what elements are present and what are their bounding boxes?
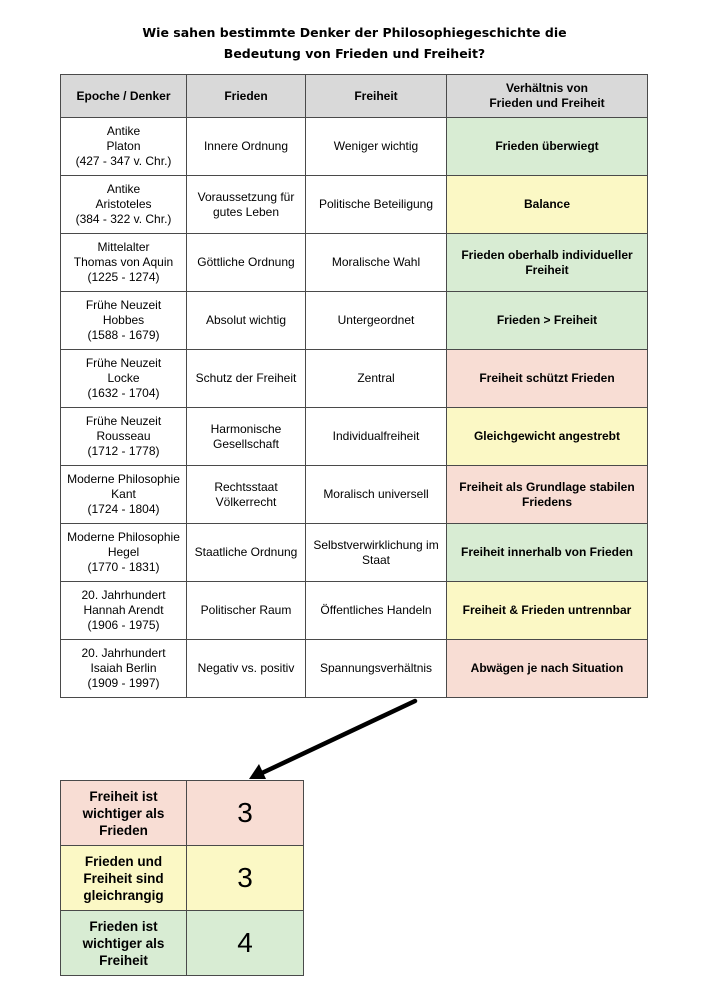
relation-line: Abwägen je nach Situation: [470, 661, 624, 675]
thinker-epoch: Moderne Philosophie: [67, 472, 180, 486]
thinker-name: Platon: [106, 139, 141, 153]
thinker-epoch: Antike: [106, 182, 141, 196]
relation-line: Freiheit innerhalb von Frieden: [460, 545, 634, 559]
summary-row: [61, 911, 304, 976]
thinker-name: Hegel: [107, 545, 140, 559]
title-line-2: Bedeutung von Frieden und Freiheit?: [223, 46, 486, 61]
thinker-name: Hannah Arendt: [83, 603, 164, 617]
freedom-line: Untergeordnet: [337, 313, 415, 327]
freedom-line: Öffentliches Handeln: [320, 603, 432, 617]
freedom-line: Zentral: [357, 371, 395, 385]
summary-label: [61, 911, 187, 976]
header-freedom: Freiheit: [306, 75, 447, 118]
freedom-line: Politische Beteiligung: [318, 197, 434, 211]
thinker-epoch: Frühe Neuzeit: [85, 356, 162, 370]
thinker-name: Isaiah Berlin: [90, 661, 157, 675]
thinker-epoch: Moderne Philosophie: [67, 530, 180, 544]
peace-line: gutes Leben: [212, 204, 280, 219]
thinker-years: (1770 - 1831): [87, 560, 160, 574]
summary-body: [61, 781, 304, 976]
freedom-line: Weniger wichtig: [333, 139, 419, 153]
thinker-name: Kant: [111, 487, 136, 501]
summary-label-line: Freiheit: [99, 952, 148, 968]
peace-line: Absolut wichtig: [205, 313, 287, 327]
relation-line: Freiheit als Grundlage stabilen: [459, 479, 635, 494]
freedom-line: Individualfreiheit: [332, 429, 420, 443]
summary-label-line: gleichrangig: [83, 887, 164, 903]
thinker-name: Hobbes: [102, 313, 145, 327]
thinker-name: Locke: [107, 371, 140, 385]
relation-line: Friedens: [521, 494, 572, 509]
peace-line: Negativ vs. positiv: [197, 661, 295, 675]
relation-line: Balance: [523, 197, 571, 211]
header-relation-line-2: Frieden und Freiheit: [489, 96, 605, 110]
summary-label-line: Frieden und: [84, 853, 163, 869]
freedom-line: Staat: [361, 552, 391, 567]
summary-table: [60, 780, 304, 976]
relation-line: Frieden > Freiheit: [496, 313, 598, 327]
summary-row: [61, 846, 304, 911]
thinker-years: (1712 - 1778): [87, 444, 160, 458]
summary-label-line: wichtiger als: [82, 935, 165, 951]
freedom-line: Moralische Wahl: [331, 255, 421, 269]
thinker-years: (1588 - 1679): [87, 328, 160, 342]
summary-count: 3: [187, 846, 304, 911]
summary-count: 3: [187, 781, 304, 846]
thinker-epoch: Frühe Neuzeit: [85, 298, 162, 312]
peace-line: Rechtsstaat: [214, 479, 278, 494]
relation-line: Freiheit & Frieden untrennbar: [462, 603, 632, 617]
thinker-years: (1632 - 1704): [87, 386, 160, 400]
peace-line: Göttliche Ordnung: [197, 255, 295, 269]
freedom-line: Spannungsverhältnis: [319, 661, 433, 675]
peace-line: Völkerrecht: [215, 494, 277, 509]
summary-count: 4: [187, 911, 304, 976]
thinker-name: Aristoteles: [95, 197, 152, 211]
thinker-years: (384 - 322 v. Chr.): [75, 212, 172, 226]
summary-row: [61, 781, 304, 846]
thinker-epoch: Antike: [106, 124, 141, 138]
summary-label-line: Freiheit ist: [89, 788, 158, 804]
summary-label-line: Frieden ist: [89, 918, 158, 934]
header-epoch: Epoche / Denker: [61, 75, 187, 118]
thinker-epoch: Mittelalter: [97, 240, 150, 254]
summary-label-line: Freiheit sind: [83, 870, 164, 886]
thinker-years: (1225 - 1274): [87, 270, 160, 284]
thinker-years: (1909 - 1997): [87, 676, 160, 690]
peace-line: Gesellschaft: [212, 436, 280, 451]
relation-line: Freiheit: [525, 262, 569, 277]
thinker-years: (427 - 347 v. Chr.): [75, 154, 172, 168]
relation-line: Frieden oberhalb individueller: [461, 247, 633, 262]
peace-line: Innere Ordnung: [203, 139, 289, 153]
summary-label-line: Frieden: [99, 822, 148, 838]
header-relation-line-1: Verhältnis von: [505, 81, 589, 95]
peace-line: Schutz der Freiheit: [195, 371, 297, 385]
thinker-epoch: Frühe Neuzeit: [85, 414, 162, 428]
thinker-name: Rousseau: [96, 429, 151, 443]
thinker-name: Thomas von Aquin: [73, 255, 174, 269]
header-peace: Frieden: [187, 75, 306, 118]
relation-line: Frieden überwiegt: [495, 139, 599, 153]
peace-line: Harmonische: [210, 421, 282, 436]
summary-label: [61, 781, 187, 846]
title-line-1: Wie sahen bestimmte Denker der Philosophiegeschichte die: [142, 25, 567, 40]
peace-line: Voraussetzung für: [197, 189, 295, 204]
thinker-years: (1724 - 1804): [87, 502, 160, 516]
freedom-line: Selbstverwirklichung im: [313, 537, 439, 552]
peace-line: Staatliche Ordnung: [194, 545, 298, 559]
thinker-years: (1906 - 1975): [87, 618, 160, 632]
summary-label-line: wichtiger als: [82, 805, 165, 821]
thinker-epoch: 20. Jahrhundert: [81, 588, 166, 602]
freedom-line: Moralisch universell: [323, 487, 429, 501]
peace-line: Politischer Raum: [200, 603, 292, 617]
thinker-epoch: 20. Jahrhundert: [81, 646, 166, 660]
summary-label: [61, 846, 187, 911]
relation-line: Gleichgewicht angestrebt: [473, 429, 621, 443]
relation-line: Freiheit schützt Frieden: [479, 371, 615, 385]
